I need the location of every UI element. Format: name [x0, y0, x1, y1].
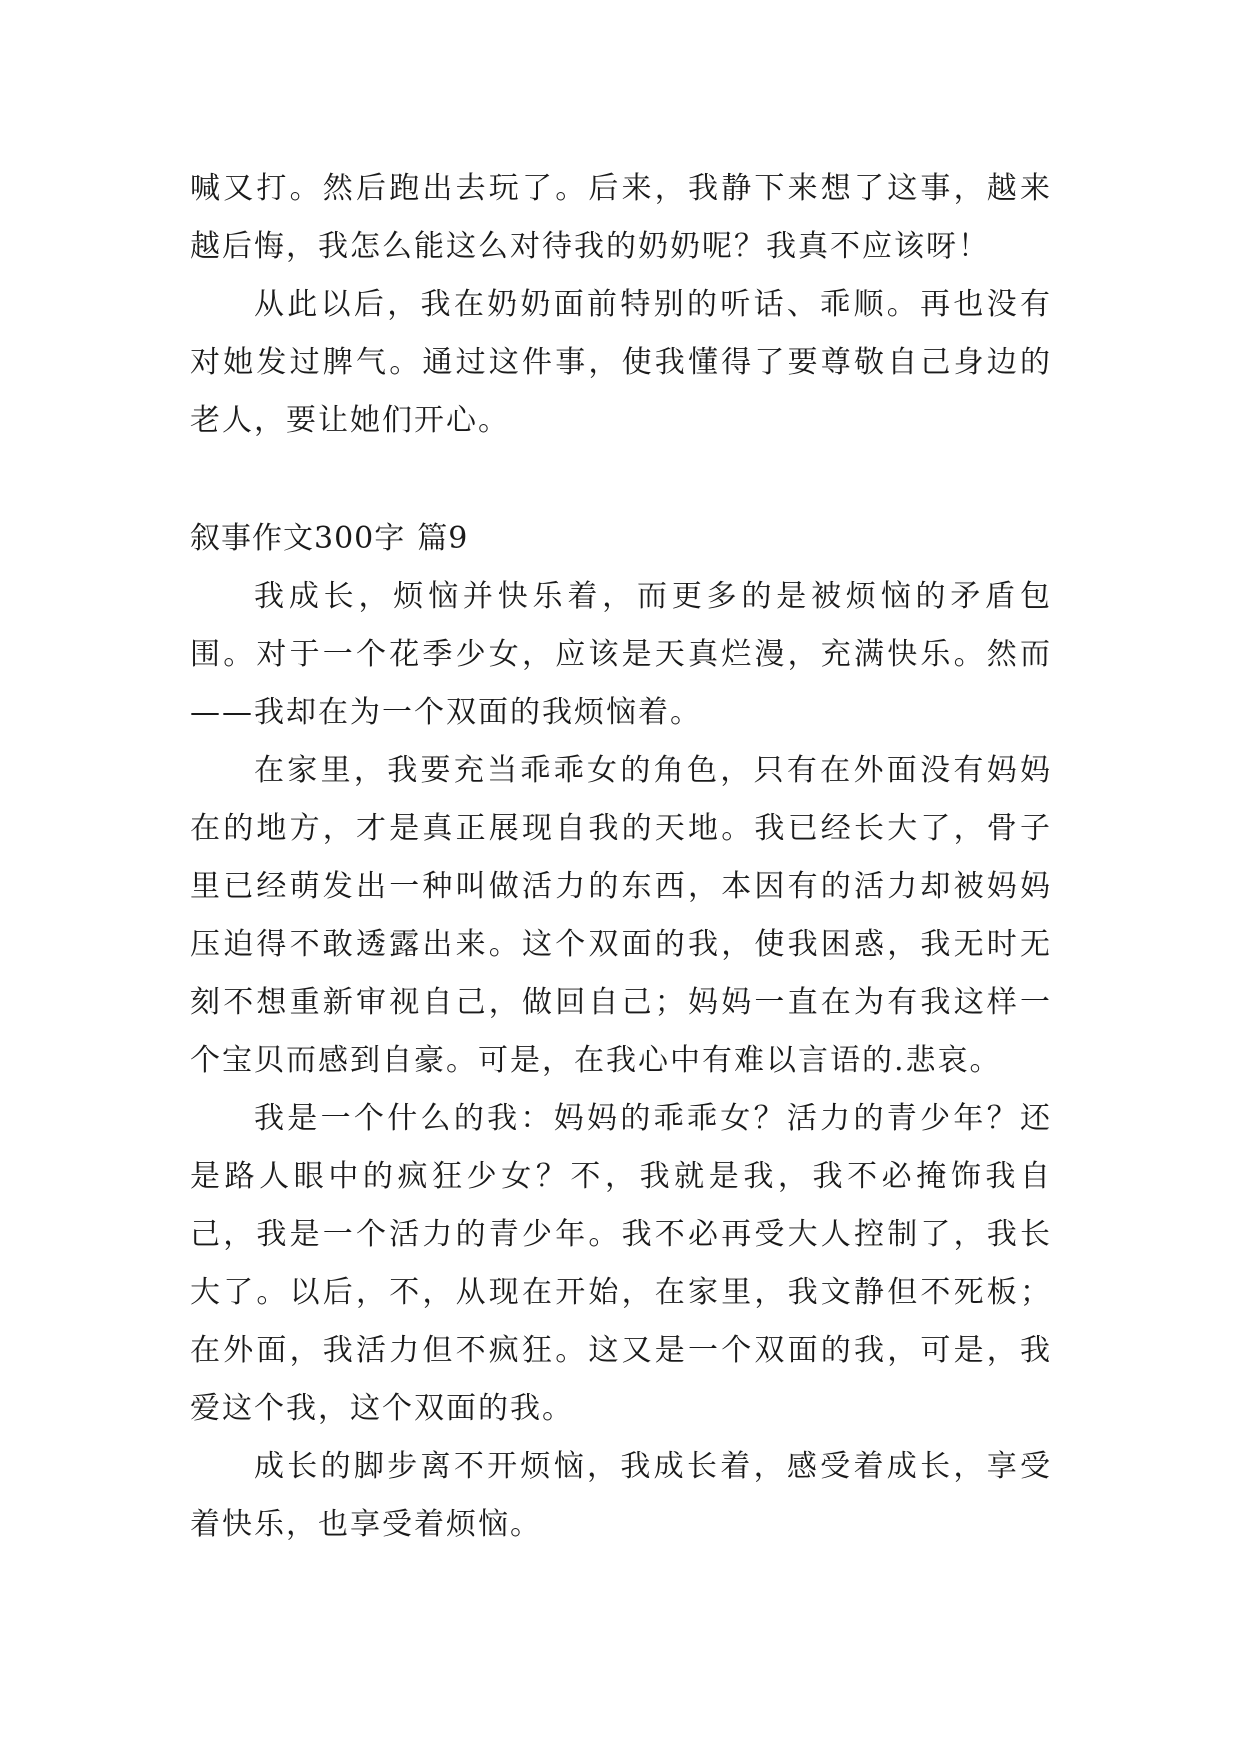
paragraph: 成长的脚步离不开烦恼，我成长着，感受着成长，享受着快乐，也享受着烦恼。	[190, 1449, 1052, 1542]
document-body	[190, 160, 1052, 1554]
section-number: 篇9	[417, 521, 469, 556]
paragraph-conclusion: 从此以后，我在奶奶面前特别的听话、乖顺。再也没有对她发过脾气。通过这件事，使我懂得了要尊敬自己身边的老人，要让她们开心。	[190, 287, 1052, 438]
section-heading	[190, 510, 1052, 568]
paragraph: 在家里，我要充当乖乖女的角色，只有在外面没有妈妈在的地方，才是真正展现自我的天地。我已经长大了，骨子里已经萌发出一种叫做活力的东西，本因有的活力却被妈妈压迫得不敢透露出来。这个双面的我，使我困惑，我无时无刻不想重新审视自己，做回自己；妈妈一直在为有我这样一个宝贝而感到自豪。可是，在我心中有难以言语的.悲哀。	[190, 753, 1052, 1078]
paragraph: 我成长，烦恼并快乐着，而更多的是被烦恼的矛盾包围。对于一个花季少女，应该是天真烂漫，充满快乐。然而——我却在为一个双面的我烦恼着。	[190, 579, 1052, 730]
paragraph: 我是一个什么的我：妈妈的乖乖女？活力的青少年？还是路人眼中的疯狂少女？不，我就是我，我不必掩饰我自己，我是一个活力的青少年。我不必再受大人控制了，我长大了。以后，不，从现在开始，在家里，我文静但不死板；在外面，我活力但不疯狂。这又是一个双面的我，可是，我爱这个我，这个双面的我。	[190, 1101, 1052, 1426]
paragraph-continuation: 喊又打。然后跑出去玩了。后来，我静下来想了这事，越来越后悔，我怎么能这么对待我的奶奶呢？我真不应该呀！	[190, 171, 1052, 264]
section-title: 叙事作文300字	[190, 521, 406, 556]
